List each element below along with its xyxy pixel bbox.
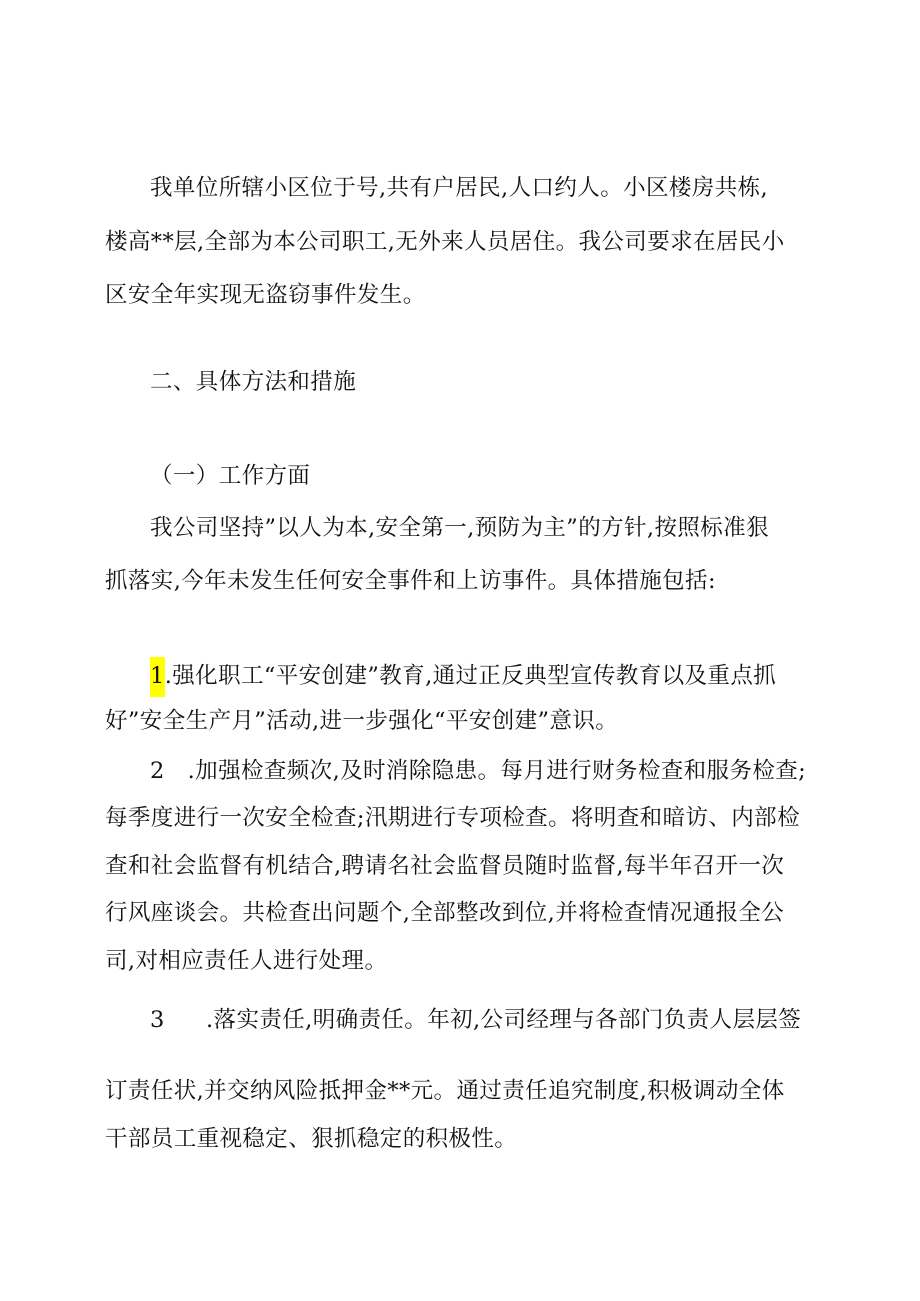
paragraph-1-line-3: 区安全年实现无盗窃事件发生。 [105,282,426,308]
paragraph-1-line-2: 楼高**层,全部为本公司职工,无外来人员居住。我公司要求在居民小 [105,229,785,255]
list-item-2-line-3: 查和社会监督有机结合,聘请名社会监督员随时监督,每半年召开一次 [105,853,785,879]
list-item-3-line-2: 订责任状,并交纳风险抵押金**元。通过责任追究制度,积极调动全体 [105,1078,785,1104]
list-item-2-line-2: 每季度进行一次安全检查;汛期进行专项检查。将明查和暗访、内部检 [105,805,800,831]
list-item-3-text: .落实责任,明确责任。年初,公司经理与各部门负责人层层签 [206,1007,802,1033]
list-item-3-line-1 [150,1005,801,1035]
paragraph-2-line-1: 我公司坚持”以人为本,安全第一,预防为主”的方针,按照标准狠 [150,515,769,541]
highlighted-number: 1 [150,657,165,697]
list-item-2-line-1: 2 .加强检查频次,及时消除隐患。每月进行财务检查和服务检查; [150,758,807,784]
list-item-3-number: 3 [150,1007,165,1033]
list-item-1-text: .强化职工“平安创建”教育,通过正反典型宣传教育以及重点抓 [164,663,777,689]
list-item-3-line-3: 干部员工重视稳定、狠抓稳定的积极性。 [105,1126,518,1152]
list-item-2-line-4: 行风座谈会。共检查出问题个,全部整改到位,并将检查情况通报全公 [105,900,785,926]
section-heading-2: 二、具体方法和措施 [150,369,357,395]
list-item-1-line-2: 好”安全生产月”活动,进一步强化“平安创建”意识。 [105,708,619,734]
paragraph-1-line-1: 我单位所辖小区位于号,共有户居民,人口约人。小区楼房共栋, [150,175,769,201]
list-item-1-line-1 [150,657,776,697]
subsection-heading-1: （一）工作方面 [150,463,311,489]
list-item-2-line-5: 司,对相应责任人进行处理。 [105,948,388,974]
paragraph-2-line-2: 抓落实,今年未发生任何安全事件和上访事件。具体措施包括: [105,568,716,594]
